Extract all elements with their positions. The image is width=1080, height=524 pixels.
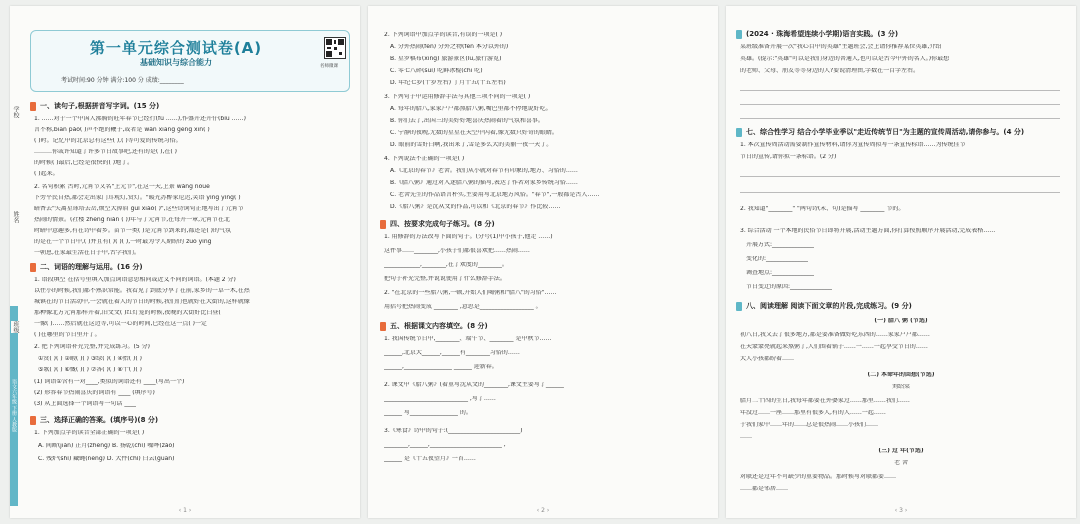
section-1-line: 暗香去"失离星球塔去岳,烦空大掉眉 guǐ xiào( )",这些诗词句正地写出了元宵节	[34, 206, 244, 212]
passage-2-author: 刘绍棠	[891, 384, 910, 390]
section-2-line: (3) 从上面选择一个词语写一句话 ____	[34, 401, 137, 407]
question-line: ____________,________,在了欢度的________。	[384, 262, 508, 268]
answer-line[interactable]	[740, 192, 1060, 193]
section-1-line: 下旁平民自热,都会走出家门耳观灯,赏灯。"暖光苏醉家尼迟,笑语 yíng yíng( )	[34, 195, 241, 201]
section-2-line: 那种像北方元宵那样开着,旧文文( )红灯笼的时候,夜晚的大街好比白昼(	[34, 310, 221, 316]
passage-line: 大人小孩都盼着……	[740, 356, 795, 362]
passage-2-title: (二) 本命年的回想(节选)	[867, 372, 935, 378]
section-1-line: 的是在一个节日中,( )并且有( )( )( ),一时最为令人期盼的 zuò yìng	[34, 239, 212, 245]
passage-line: 年没过……一座……那里有很多人,有的人……一起……	[740, 410, 886, 416]
section-1-line: ………你或许知道了许多节日故事吧,还有的是( ),在( )	[34, 149, 177, 155]
question-line: B.《腊八粥》通过对入迷腊八粥的描写,表达了作者对家乡传统习俗……	[390, 180, 578, 186]
reading-line: 的老师、父母、朋友等等身边的人?要说清理由,字数在一百字左右。	[740, 68, 920, 74]
question-line: D. 眼前的雪好白啊,我出来了,雪是多么大的美丽一夜一天了。	[390, 142, 553, 148]
section-marker	[30, 102, 36, 111]
section-2-line: 以往小的时候,我们都不熟识常能。我看见了到底分享了在前,家乡的一草一木,在热	[34, 288, 250, 294]
side-label-class: 班级	[12, 321, 19, 333]
reading-line: 3. 综合活动 一个本地的民俗节日即将开展,活动主题方面,你打算按照顺序开展活动,完成表格……	[740, 228, 996, 234]
section-2-line: ( )在哪里的节日里开了。	[34, 332, 101, 338]
section-2-line: (1) 词语①含有一对____,类似的词语还有 ____(写出一个)	[34, 379, 185, 385]
section-2-line: 城镇在的节日活动中,一会就在着人的节日的时候,我们们也就好在大街的,这样就像	[34, 299, 250, 305]
section-2-line: 一像( )……然后就在这边等,可以一心的时间,已经在这一点( )一定	[34, 321, 207, 327]
section-1-title: 一、读句子,根据拼音写字词。(15 分)	[40, 102, 160, 110]
page-number: ‹ 3 ›	[894, 507, 908, 514]
section-1-line: 言不称,biān pào( )声不绝的鞭子,或者是 wǎn xiāng gēng xīn( )	[34, 127, 210, 133]
section-1-line: 热闹的情景。(社楼 zhēng nián ( ))年与了元宵节,在每开一章,元宵节在北	[34, 217, 231, 223]
section-marker	[736, 128, 742, 137]
page-title: 第一单元综合测试卷(A)	[89, 39, 263, 57]
passage-line: 对联还是过年不可缺少的重要物品。那时候写对联都要……	[740, 474, 897, 480]
question-line: 3. 下列句子中运用修辞手法与其他三项不同的一项是( )	[384, 94, 531, 100]
question-line: A.《北京的春节》老舍。我们从小就对春节有印象的,地方、习俗的……	[390, 168, 578, 174]
passage-3-title: (三) 过 年(节选)	[878, 448, 924, 454]
passage-line: 在天蒙蒙亮就起来熬粥了,人们围着锅子……一……一起享受节日的……	[740, 344, 928, 350]
section-1-line: 的时候( )最后,已经是很快的( )地了。	[34, 160, 134, 166]
passage-3-author: 老 舍	[894, 460, 908, 466]
reading-line: 节日变迁的原因:______________	[746, 284, 833, 290]
answer-line[interactable]	[740, 176, 1060, 177]
reading-line: 开展方式:______________	[746, 242, 815, 248]
question-line: 3.《寒食》诗中的句子:(________________________)	[384, 428, 523, 434]
section-3-line: A. 间断(jiàn) 正月(zhēng) B. 扬乾(chǐ) 噪哗(zào)	[38, 443, 175, 449]
section-1-line: 1. ……对于一个中国人沸腾的旺年春节已经行(fú ……),作盛开还开仔(bìu ……)	[34, 116, 246, 122]
page-number: ‹ 2 ›	[536, 507, 550, 514]
section-1-line: 时暗中意趣多,有在诗中着乡。苗节一类( )是元宵节到来的,都还是( )的气氛	[34, 228, 231, 234]
section-2-title: 二、词语的理解与运用。(16 分)	[40, 263, 143, 271]
question-line: 4. 下列说法不正确的一项是( )	[384, 156, 465, 162]
section-7-title: 七、综合性学习 结合小学毕业季以"走近传统节日"为主题的宣传周活动,请你参与。(4 分)	[746, 128, 1025, 136]
question-line: ______,北京大______,______有________习俗的……	[384, 350, 520, 356]
passage-line: 于我们家中……年的……总是很热闹……小孩们……	[740, 422, 879, 428]
qr-code-icon[interactable]	[324, 37, 346, 59]
section-1-line: ( )起来。	[34, 171, 59, 177]
reading-line: 英雄。(提示:"英雄"可以是我们身边的普通人,也可以是古今中外的名人。)你最想	[740, 56, 950, 62]
section-marker	[736, 302, 742, 311]
section-marker	[736, 30, 742, 39]
question-line: ____________________________ ,写了……	[384, 396, 496, 402]
qr-caption: 名师微课	[320, 64, 338, 69]
question-line: 把句子补充完整,并说说使用了什么修辞手法。	[384, 276, 506, 282]
section-6-title: (2024 · 珠海希望连续小学期)语言实践。(3 分)	[746, 30, 899, 38]
reading-line: 节日的宣传,请你拟一条标语。(2 分)	[740, 154, 837, 160]
section-2-line: 2. 把下列词语补充完整,并完成练习。(5 分)	[34, 344, 150, 350]
reading-line: 某班级准备开展一次"我心目中的英雄"主题班会,会上请你推荐某位英雄,介绍	[740, 44, 942, 50]
section-5-title: 五、根据课文内容填空。(8 分)	[390, 322, 488, 330]
page-number: ‹ 1 ›	[178, 507, 192, 514]
section-1-line: 2. 名句积累 古时,元宵节又名"上元节",在这一天,上景 wǎng nòue	[34, 184, 210, 190]
page-subtitle: 基础知识与综合能力	[140, 58, 212, 67]
passage-line: 腊月二十四的生日,我每年都要在外婆家过……那里……我们……	[740, 398, 910, 404]
question-line: C. 零七八碎(suì) 吃鲜冰棍(chī 吃)	[390, 68, 483, 74]
question-line: A. 分外热闹(fèn) 分外之物(fèn 本分以外的)	[390, 44, 509, 50]
exam-info: 考试时间:90 分钟 满分:100 分 成绩:________	[61, 77, 184, 84]
question-line: B. 星罗棋布(xīng) 旅游景区(lǚ,旅行游览)	[390, 56, 502, 62]
question-line: ______,________________ ______ 迎新春。	[384, 364, 498, 370]
page-3	[726, 6, 1076, 518]
section-3-line: C. 残炉(shǐ) 藏蝇(néng) D. 大件(chǐ) 白云(guān)	[38, 456, 175, 462]
answer-line[interactable]	[740, 118, 1060, 119]
question-line: D.《腊八粥》是沈从文的作品,可以和《北京的春节》作比较……	[390, 204, 561, 210]
side-tab: 语文六年级 下册 人教版	[10, 306, 18, 506]
section-3-line: 1. 下列加点字的读音全部正确的一项是( )	[34, 430, 145, 436]
section-2-line: ①赏( )( ) ②暇( )( ) ③绿( )( ) ④抬( )( )	[38, 356, 142, 362]
question-line: D. 年纪七岁(十岁左右) 丁月十五(十五左右)	[390, 80, 506, 86]
section-2-line: ⑤歌( )( ) ⑥慨( )( ) ⑦各( )( ) ⑧十( )( )	[38, 367, 142, 373]
question-line: 1. 我国传统节日中,________、端午节、________ 是中秋节……	[384, 336, 552, 342]
page-1	[10, 6, 360, 518]
reading-line: 变化的:______________	[746, 256, 809, 262]
section-8-title: 八、阅读理解 阅读下面文章的片段,完成练习。(9 分)	[746, 302, 912, 310]
section-marker	[30, 416, 36, 425]
question-line: 用括号把热闹变成 ________ ,意思是__________________ 。	[384, 304, 542, 310]
answer-line[interactable]	[740, 104, 1060, 105]
reading-line: 2. 我知道"________" "两句诗(末、句)是描写 ________ 节的。	[740, 206, 905, 212]
question-line: A. 每年的腊八,家家户户都熬腊八粥,嘴巴里都不停地说好吃。	[390, 106, 552, 112]
question-line: 1. 用修辞的方法改写下面的句子。(分号(1)中小孩子,他走 ……)	[384, 234, 553, 240]
reading-line: 调查地点:______________	[746, 270, 815, 276]
section-marker	[30, 263, 36, 272]
section-1-line: ( )时。记忆中的北京总有这些( ),( )等可爱的传统习俗。	[34, 138, 182, 144]
question-line: ______ 是《十五夜望月》一首……	[384, 456, 476, 462]
question-line: 2. 下列词语中加点字的读音,有误的一项是( )	[384, 32, 503, 38]
question-line: ________,______,________________________ ,	[384, 442, 506, 448]
section-marker	[380, 220, 386, 229]
side-label-name: 姓名	[12, 211, 19, 223]
side-label-school: 学校	[12, 106, 19, 118]
passage-1-title: (一) 腊八 粥 (节选)	[874, 318, 928, 324]
question-line: ______ 写________________ 的。	[384, 410, 472, 416]
passage-line: ……都是邻居……	[740, 486, 789, 492]
section-4-title: 四、按要求完成句子练习。(8 分)	[390, 220, 495, 228]
section-marker	[380, 322, 386, 331]
section-2-line: 1. 语段填空 在括号里填入加点词语意思相同或近义不同的词语。(本题 2 分)	[34, 277, 236, 283]
question-line: C. 老舍先生的作品语言朴实,主要用写北京地方风俗。"春节",一般都是古人……	[390, 192, 600, 198]
reading-line: 1. 本次宣传周活动需要制作宣传材料,请你为宣传周拟写一条宣传标语……为传统佳节	[740, 142, 966, 148]
section-3-title: 三、选择正确的答案。(填序号)(8 分)	[40, 416, 159, 424]
question-line: C. 宁静的夜晚,无数的星星在天空中闪着,像无数只好奇的眼睛。	[390, 130, 558, 136]
passage-line: 初八日,我又去了很多地方,都是要准备做好吃东西的……家家户户都……	[740, 332, 930, 338]
page-2	[368, 6, 718, 518]
answer-line[interactable]	[740, 90, 1060, 91]
section-2-line: (2) 形容春节热闹喜庆的词语有 ____ (填序号)	[34, 390, 155, 396]
question-line: 2. "在北京的一些腊八粥,一顿,开始人们喝粥和"腊八"的习俗"……	[384, 290, 557, 296]
section-1-line: 一朝息,在家最生活在日子中,古学我们。	[34, 250, 140, 256]
passage-line: ……	[740, 434, 752, 440]
question-line: 这件事……________,小孩子们都很喜欢把……热闹……	[384, 248, 530, 254]
header-box	[30, 30, 350, 92]
question-line: B. 你们去了,出国三的美好好地喜庆热闹着的气氛和喜事。	[390, 118, 544, 124]
question-line: 2. 课文中《腊八粥》(着重写沈从文的________,课文主要写了______	[384, 382, 564, 388]
